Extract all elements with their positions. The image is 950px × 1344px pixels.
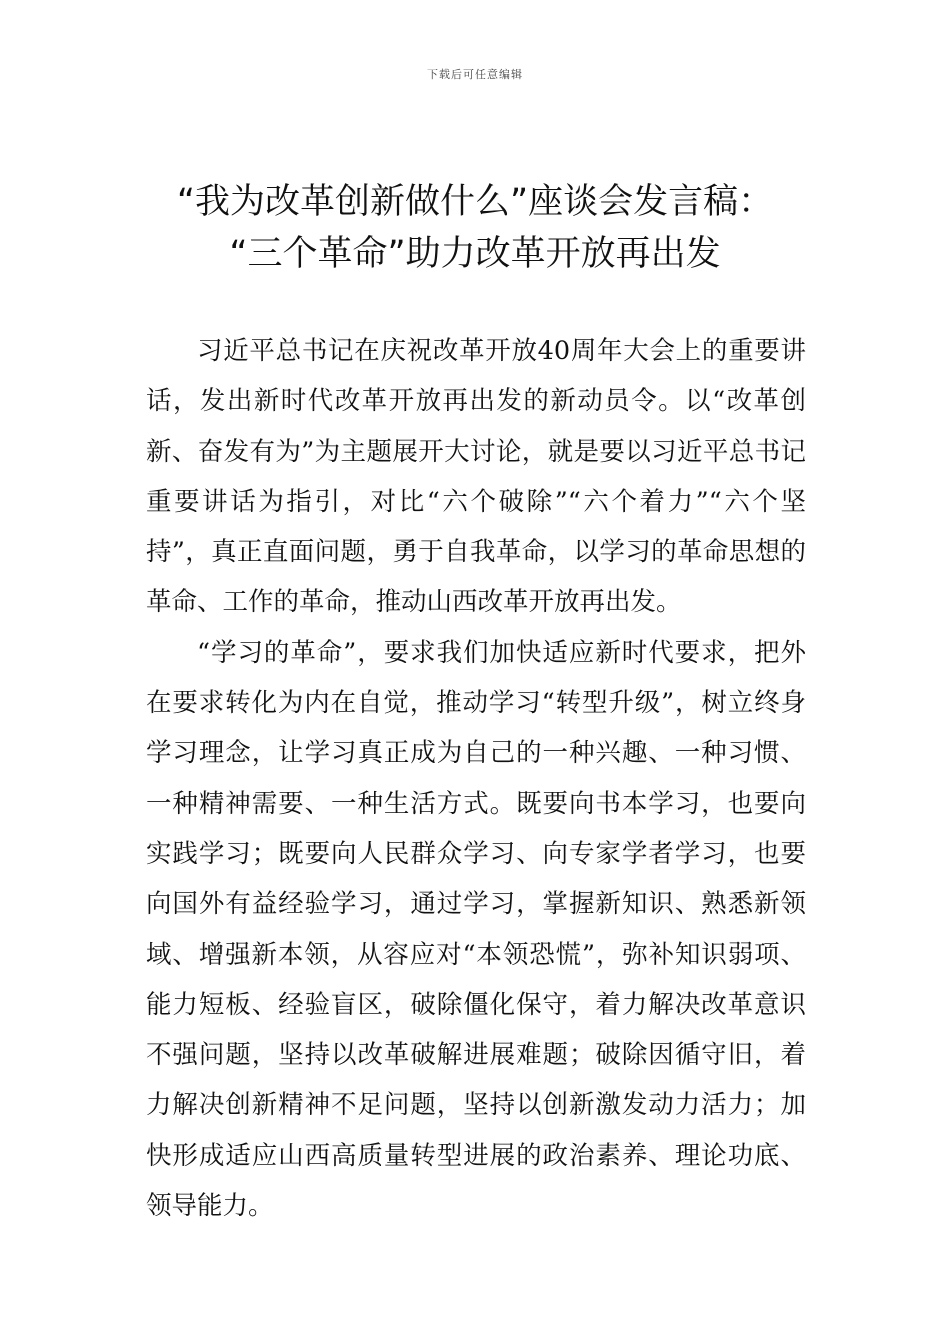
paragraph-2: “学习的革命”，要求我们加快适应新时代要求，把外在要求转化为内在自觉，推动学习“转型升级”，树立终身学习理念，让学习真正成为自己的一种兴趣、一种习惯、一种精神需要、一种生活方式。既要向书本学习，也要向实践学习；既要向人民群众学习、向专家学者学习，也要向国外有益经验学习，通过学习，掌握新知识、熟悉新领域、增强新本领，从容应对“本领恐慌”，弥补知识弱项、能力短板、经验盲区，破除僵化保守，着力解决改革意识不强问题，坚持以改革破解进展难题；破除因循守旧，着力解决创新精神不足问题，坚持以创新激发动力活力；加快形成适应山西高质量转型进展的政治素养、理论功底、领导能力。 — [146, 637, 806, 1222]
paragraph-1: 习近平总书记在庆祝改革开放40周年大会上的重要讲话，发出新时代改革开放再出发的新动员令。以“改革创新、奋发有为”为主题展开大讨论，就是要以习近平总书记重要讲话为指引，对比“六个破除”“六个着力”“六个坚持”，真正直面问题，勇于自我革命，以学习的革命思想的革命、工作的革命，推动山西改革开放再出发。 — [146, 336, 806, 618]
document-title — [60, 176, 890, 280]
header-note: 下载后可任意编辑 — [427, 68, 523, 81]
document-body — [146, 326, 806, 1231]
title-line-1: “我为改革创新做什么”座谈会发言稿： — [176, 182, 774, 222]
title-line-2: “三个革命”助力改革开放再出发 — [229, 234, 721, 274]
